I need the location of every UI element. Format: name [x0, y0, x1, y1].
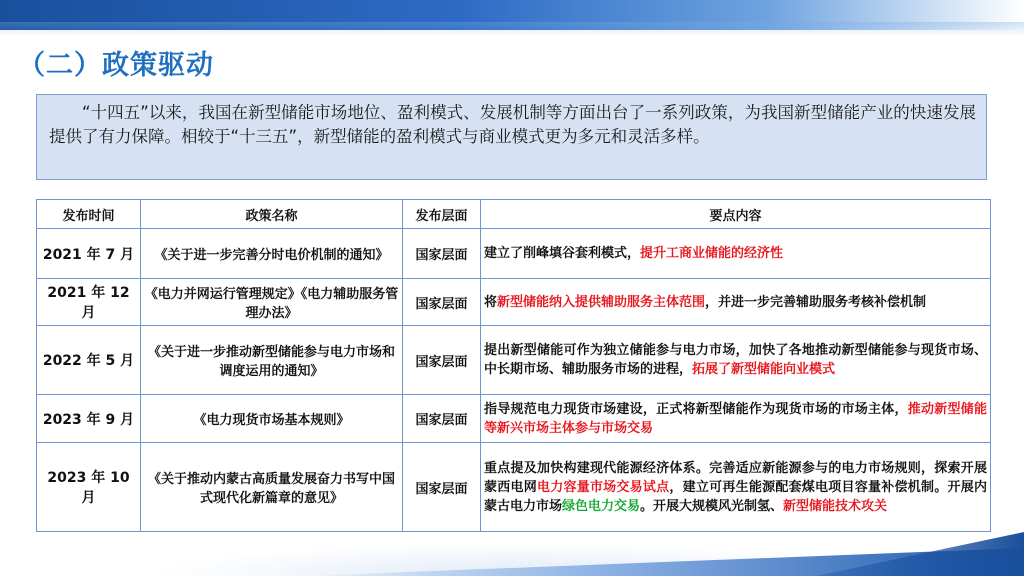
- highlighted-text: 提升工商业储能的经济性: [640, 246, 784, 261]
- row-key-points: [481, 229, 991, 279]
- top-band-shadow: [0, 22, 1024, 36]
- highlighted-text: 拓展了新型储能向业模式: [692, 362, 836, 377]
- intro-paragraph: “十四五”以来，我国在新型储能市场地位、盈利模式、发展机制等方面出台了一系列政策，为我国新型储能产业的快速发展提供了有力保障。相较于“十三五”，新型储能的盈利模式与商业模式更为多元和灵活多样。: [36, 94, 987, 180]
- row-time: 2023 年 10 月: [37, 443, 141, 532]
- row-policy-name: 《关于进一步完善分时电价机制的通知》: [141, 229, 403, 279]
- point-text: 建立了削峰填谷套利模式，: [484, 246, 641, 261]
- row-time: 2021 年 7 月: [37, 229, 141, 279]
- row-time: 2023 年 9 月: [37, 395, 141, 443]
- table-row: [37, 326, 991, 395]
- row-time: 2021 年 12 月: [37, 279, 141, 326]
- point-text: 。开展大规模风光制氢、: [640, 498, 784, 514]
- highlighted-text: 新型储能纳入提供辅助服务主体范围: [497, 294, 706, 310]
- row-level: 国家层面: [403, 229, 481, 279]
- table-header-row: [37, 200, 991, 229]
- table-row: [37, 443, 991, 532]
- row-level: 国家层面: [403, 326, 481, 395]
- point-text: ，建立可再生能源配套煤电项目容量补偿机制。开展内蒙古电力市场: [484, 479, 987, 514]
- table-row: [37, 279, 991, 326]
- point-text: ，并进一步完善辅助服务考核补偿机制: [705, 294, 927, 310]
- point-text: 指导规范电力现货市场建设，正式将新型储能作为现货市场的市场主体，: [484, 401, 908, 417]
- header-policy-name: 政策名称: [141, 200, 403, 229]
- row-key-points: [481, 443, 991, 532]
- row-policy-name: 《关于推动内蒙古高质量发展奋力书写中国式现代化新篇章的意见》: [141, 443, 403, 532]
- row-key-points: [481, 395, 991, 443]
- row-level: 国家层面: [403, 443, 481, 532]
- row-level: 国家层面: [403, 395, 481, 443]
- row-policy-name: 《关于进一步推动新型储能参与电力市场和调度运用的通知》: [141, 326, 403, 395]
- row-key-points: [481, 326, 991, 395]
- highlighted-text: 绿色电力交易: [562, 498, 641, 514]
- row-time: 2022 年 5 月: [37, 326, 141, 395]
- page-title: （二）政策驱动: [18, 50, 214, 81]
- highlighted-text: 新型储能技术攻关: [783, 498, 888, 514]
- row-key-points: [481, 279, 991, 326]
- table-row: [37, 395, 991, 443]
- header-level: 发布层面: [403, 200, 481, 229]
- row-level: 国家层面: [403, 279, 481, 326]
- point-text: 重点提及加快构建现代能源经济体系。完善适应新能源参与的电力市场规则，探索开展蒙西电网: [484, 460, 987, 495]
- highlighted-text: 推动新型储能等新兴市场主体参与市场交易: [484, 401, 987, 436]
- point-text: 提出新型储能可作为独立储能参与电力市场，加快了各地推动新型储能参与现货市场、中长期市场、辅助服务市场的进程，: [484, 343, 987, 377]
- header-time: 发布时间: [37, 200, 141, 229]
- row-policy-name: 《电力并网运行管理规定》《电力辅助服务管理办法》: [141, 279, 403, 326]
- policy-table: [36, 199, 991, 532]
- point-text: 将: [484, 294, 498, 310]
- header-key-points: 要点内容: [481, 200, 991, 229]
- highlighted-text: 电力容量市场交易试点: [536, 479, 670, 495]
- table-row: [37, 229, 991, 279]
- row-policy-name: 《电力现货市场基本规则》: [141, 395, 403, 443]
